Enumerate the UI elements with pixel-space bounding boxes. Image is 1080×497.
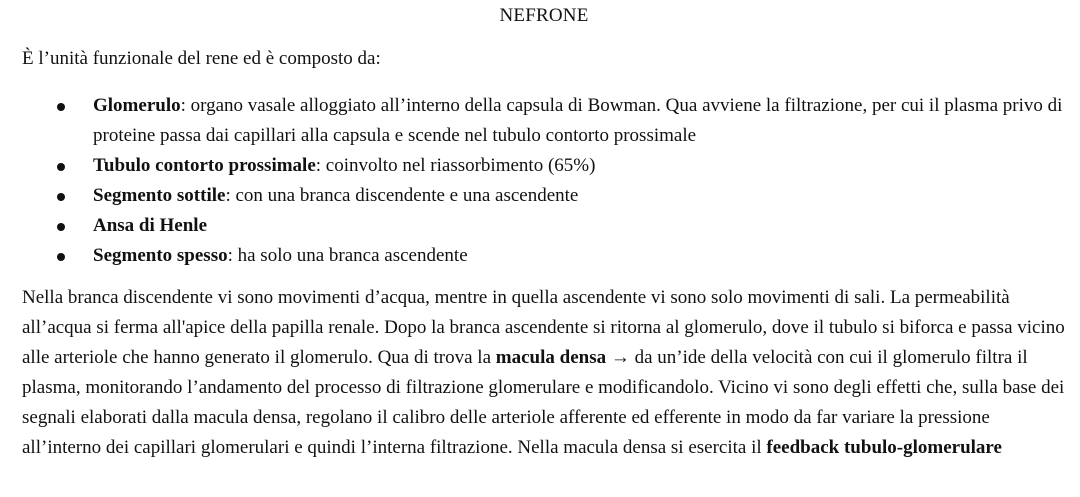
body-paragraph <box>22 283 1066 463</box>
list-item <box>22 241 1066 271</box>
item-text: : coinvolto nel riassorbimento (65%) <box>315 155 596 176</box>
list-item <box>22 211 1066 241</box>
item-text: : ha solo una branca ascendente <box>227 245 468 266</box>
page-title: NEFRONE <box>499 5 589 26</box>
paragraph-text-1: Nella branca discendente vi sono movimenti d’acqua, mentre in quella ascendente vi sono solo movimenti di sali. La permeabilità all’acqua si ferma all'apice della papilla renale. Dopo la branca ascendente si ritorna al glomerulo, dove il tubulo si biforca e passa vicino alle arteriole che hanno generato il glomerulo. Qua di trova la <box>22 287 1065 368</box>
list-item <box>22 151 1066 181</box>
bullet-icon <box>57 223 65 231</box>
paragraph-text-2: da un’ide della velocità con cui il glomerulo filtra il plasma, monitorando l’andamento del processo di filtrazione glomerulare e modificandolo. Vicino vi sono degli effetti che, sulla base dei segnali elaborati dalla macula densa, regolano il calibro delle arteriole afferente ed efferente in modo da far variare la pressione all’interno dei capillari glomerulari e quindi l’interna filtrazione. Nella macula densa si esercita il <box>22 347 1065 458</box>
item-term: Tubulo contorto prossimale <box>93 155 316 176</box>
item-term: Glomerulo <box>93 95 181 116</box>
item-term: Segmento spesso <box>93 245 228 266</box>
intro-text: È l’unità funzionale del rene ed è composto da: <box>22 48 381 69</box>
feedback-term: feedback tubulo-glomerulare <box>766 437 1002 458</box>
item-term: Ansa di Henle <box>93 215 208 236</box>
bullet-icon <box>57 163 65 171</box>
bullet-icon <box>57 103 65 111</box>
item-term: Segmento sottile <box>93 185 226 206</box>
component-list <box>22 91 1066 271</box>
item-text: : organo vasale alloggiato all’interno della capsula di Bowman. Qua avviene la filtrazione, per cui il plasma privo di proteine passa dai capillari alla capsula e scende nel tubulo contorto prossimale <box>93 95 1063 146</box>
item-text: : con una branca discendente e una ascendente <box>225 185 579 206</box>
bullet-icon <box>57 253 65 261</box>
bullet-icon <box>57 193 65 201</box>
list-item <box>22 91 1066 151</box>
list-item <box>22 181 1066 211</box>
macula-densa-term: macula densa → <box>495 347 630 368</box>
